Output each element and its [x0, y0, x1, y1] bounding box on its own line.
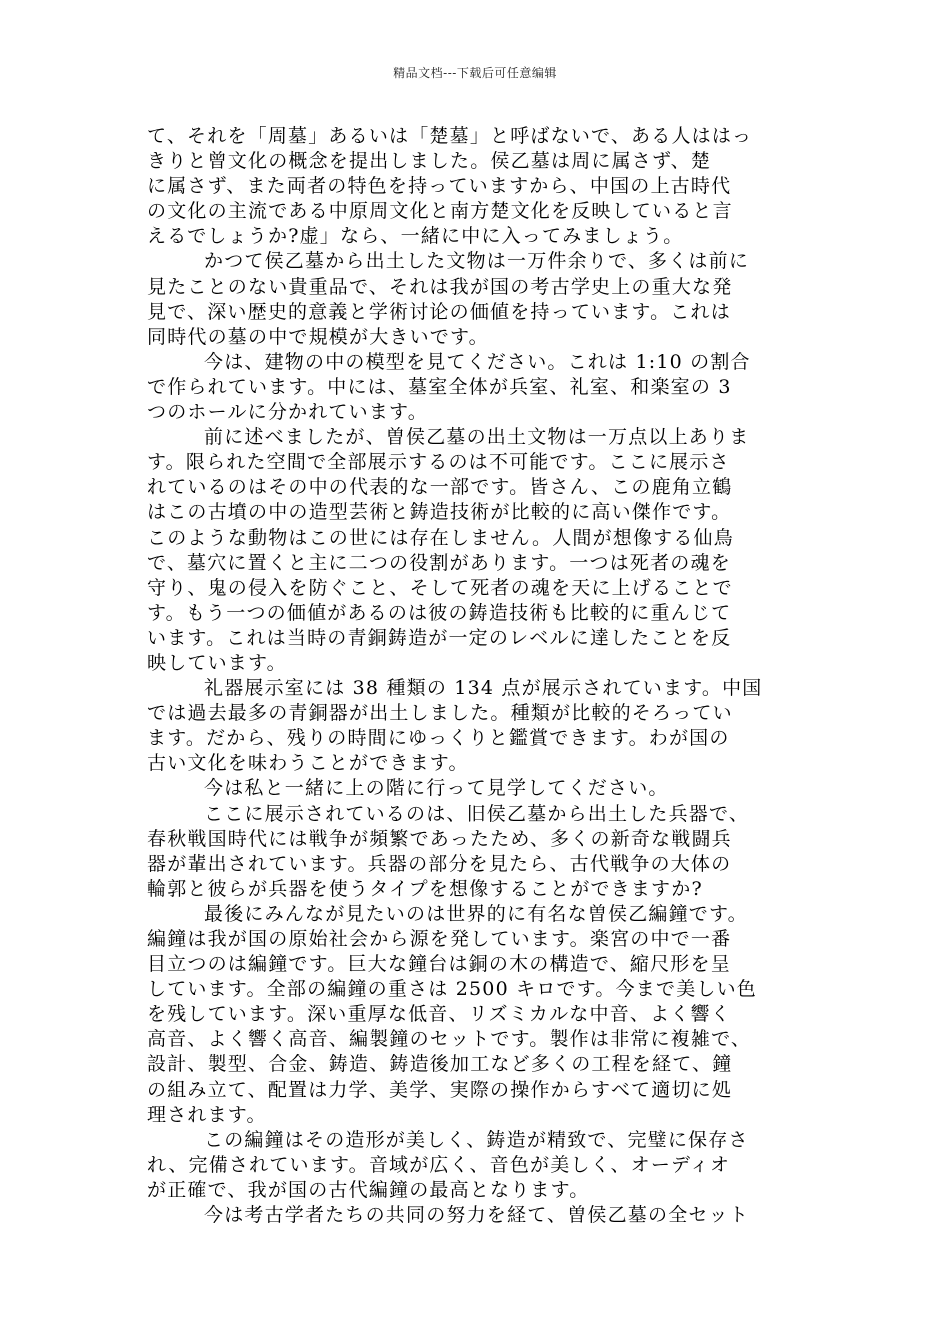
text-line: 古い文化を味わうことができます。: [147, 752, 469, 775]
text-line: れているのはその中の代表的な一部です。皆さん、この鹿角立鶴: [147, 476, 733, 499]
text-line: が正確で、我が国の古代編鐘の最高となります。: [147, 1178, 590, 1201]
text-line: に属さず、また両者の特色を持っていますから、中国の上古時代: [147, 175, 732, 198]
text-line: 守り、鬼の侵入を防ぐこと、そして死者の魂を天に上げることで: [147, 576, 733, 599]
text-line: 同時代の墓の中で規模が大きいです。: [147, 325, 489, 348]
text-line: このような動物はこの世には存在しません。人間が想像する仙鳥: [147, 526, 734, 549]
text-line: 見で、深い歴史的意義と学術讨论の価値を持っています。これは: [147, 300, 731, 323]
text-line: 映しています。: [147, 651, 287, 674]
text-line: では過去最多の青銅器が出土しました。種類が比較的そろってい: [147, 702, 733, 725]
text-line: ここに展示されているのは、旧侯乙墓から出土した兵器で、: [204, 802, 750, 825]
text-line: 高音、よく響く高音、編製鐘のセットです。製作は非常に複雑で、: [147, 1028, 752, 1051]
text-line: を残しています。深い重厚な低音、リズミカルな中音、よく響く: [147, 1003, 731, 1026]
text-line: で作られています。中には、墓室全体が兵室、礼室、和楽室の 3: [147, 375, 732, 398]
text-line: の文化の主流である中原周文化と南方楚文化を反映していると言: [147, 200, 733, 223]
document-body: [147, 124, 807, 1228]
text-line: 理されます。: [147, 1103, 267, 1126]
text-line: 今は私と一緒に上の階に行って見学してください。: [204, 777, 669, 800]
text-line: す。もう一つの価値があるのは彼の鋳造技術も比較的に重んじて: [147, 601, 732, 624]
text-line: 器が輩出されています。兵器の部分を見たら、古代戦争の大体の: [147, 852, 732, 875]
text-line: の組み立て、配置は力学、美学、実際の操作からすべて適切に処: [147, 1078, 733, 1101]
text-line: かつて侯乙墓から出土した文物は一万件余りで、多くは前に: [204, 250, 750, 273]
text-line: 目立つのは編鐘です。巨大な鐘台は銅の木の構造で、縮尺形を呈: [147, 953, 731, 976]
text-line: この編鐘はその造形が美しく、鋳造が精致で、完璧に保存さ: [204, 1128, 749, 1151]
text-line: す。限られた空間で全部展示するのは不可能です。ここに展示さ: [147, 451, 730, 474]
page-header: 精品文档---下载后可任意编辑: [393, 66, 557, 80]
text-line: えるでしょうか?虚」なら、一緒に中に入ってみましょう。: [147, 225, 684, 248]
text-line: 礼器展示室には 38 種類の 134 点が展示されています。中国: [204, 677, 763, 700]
text-line: ます。だから、残りの時間にゆっくりと鑑賞できます。わが国の: [147, 727, 730, 750]
text-line: て、それを「周墓」あるいは「楚墓」と呼ばないで、ある人ははっ: [147, 125, 753, 147]
text-line: 今は、建物の中の模型を見てください。これは 1:10 の割合: [204, 350, 751, 373]
text-line: 設計、製型、合金、鋳造、鋳造後加工など多くの工程を経て、鐘: [147, 1053, 733, 1076]
text-line: はこの古墳の中の造型芸術と鋳造技術が比較的に高い傑作です。: [147, 501, 732, 524]
text-line: 前に述べましたが、曽侯乙墓の出土文物は一万点以上ありま: [204, 426, 750, 449]
text-line: 輪郭と彼らが兵器を使うタイプを想像することができますか?: [147, 877, 703, 900]
text-line: で、墓穴に置くと主に二つの役割があります。一つは死者の魂を: [147, 551, 731, 574]
text-line: います。これは当時の青銅鋳造が一定のレベルに達したことを反: [147, 626, 732, 649]
text-line: 最後にみんなが見たいのは世界的に有名な曽侯乙編鐘です。: [204, 902, 748, 925]
text-line: 今は考古学者たちの共同の努力を経て、曽侯乙墓の全セット: [204, 1204, 750, 1227]
text-line: 春秋戦国時代には戦争が頻繁であったため、多くの新奇な戦闘兵: [147, 827, 732, 850]
text-line: れ、完備されています。音域が広く、音色が美しく、オーディオ: [147, 1153, 731, 1176]
text-line: つのホールに分かれています。: [147, 401, 428, 424]
text-line: しています。全部の編鐘の重さは 2500 キロです。今まで美しい色: [147, 978, 757, 1001]
text-line: きりと曾文化の概念を提出しました。侯乙墓は周に属さず、楚: [147, 150, 712, 173]
text-line: 見たことのない貴重品で、それは我が国の考古学史上の重大な発: [147, 275, 733, 298]
text-line: 編鐘は我が国の原始社会から源を発しています。楽宮の中で一番: [147, 928, 732, 950]
